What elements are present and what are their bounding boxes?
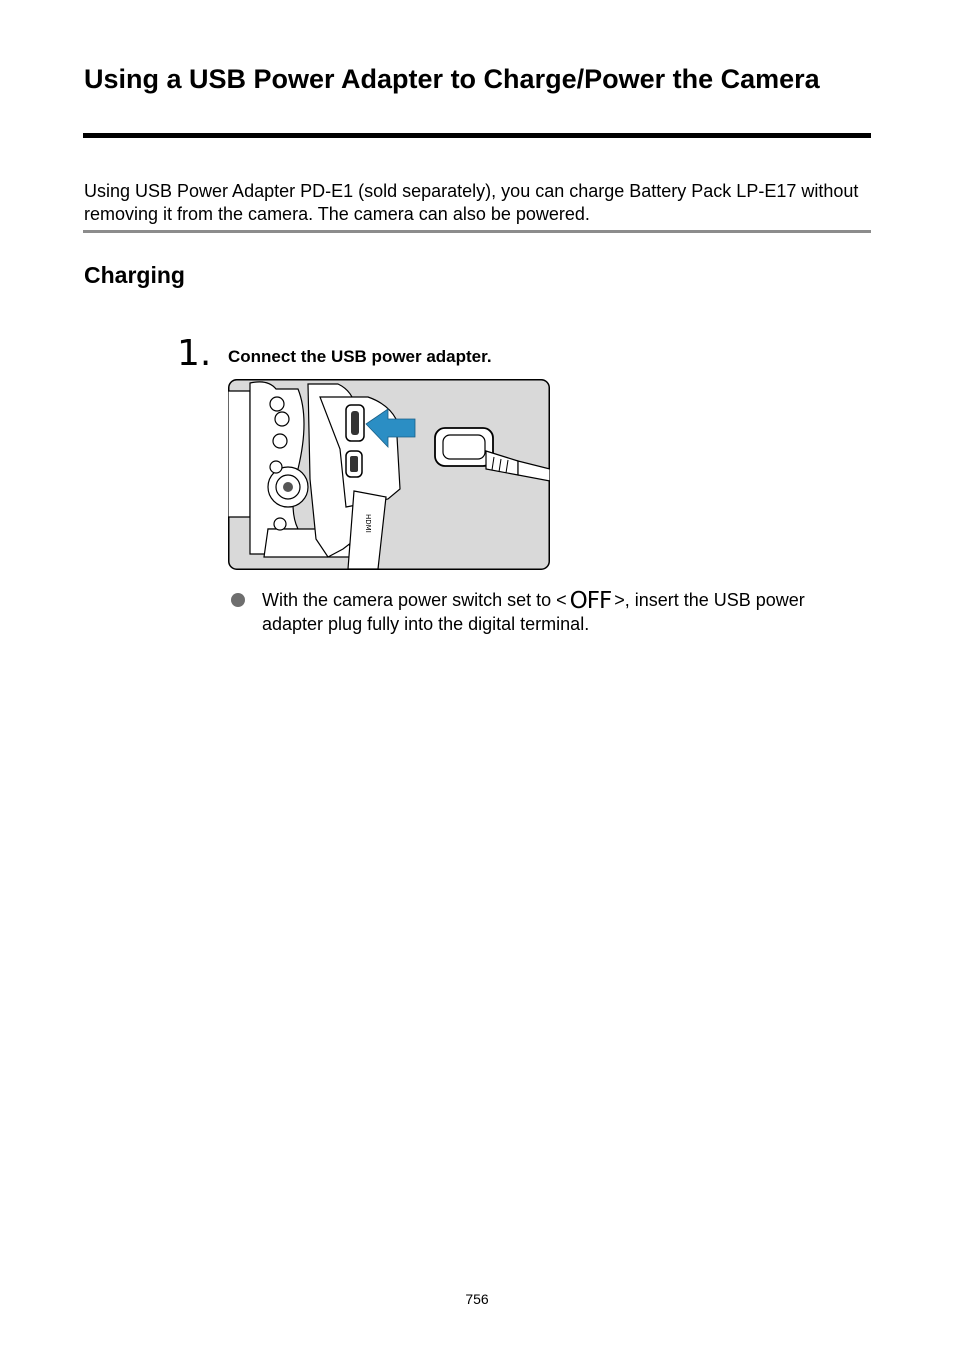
camera-usb-connection-illustration <box>228 379 550 570</box>
bullet-text-before: With the camera power switch set to < <box>262 590 567 610</box>
off-switch-symbol: OFF <box>569 588 612 614</box>
bullet-text <box>262 589 862 636</box>
page-number: 756 <box>465 1291 489 1307</box>
title-divider <box>83 133 871 138</box>
bullet-text-after: >, insert the USB power adapter plug fully into the digital terminal. <box>262 590 805 634</box>
intro-divider <box>83 230 871 233</box>
page-title: Using a USB Power Adapter to Charge/Power the Camera <box>84 64 820 94</box>
section-heading-charging: Charging <box>84 262 185 288</box>
intro-paragraph: Using USB Power Adapter PD-E1 (sold separately), you can charge Battery Pack LP-E17 without removing it from the camera. The camera can also be powered. <box>84 181 859 224</box>
step-number: 1. <box>177 333 212 374</box>
bullet-marker <box>231 593 245 607</box>
step-instruction: Connect the USB power adapter. <box>228 347 492 366</box>
svg-text:HDMI: HDMI <box>364 514 372 533</box>
